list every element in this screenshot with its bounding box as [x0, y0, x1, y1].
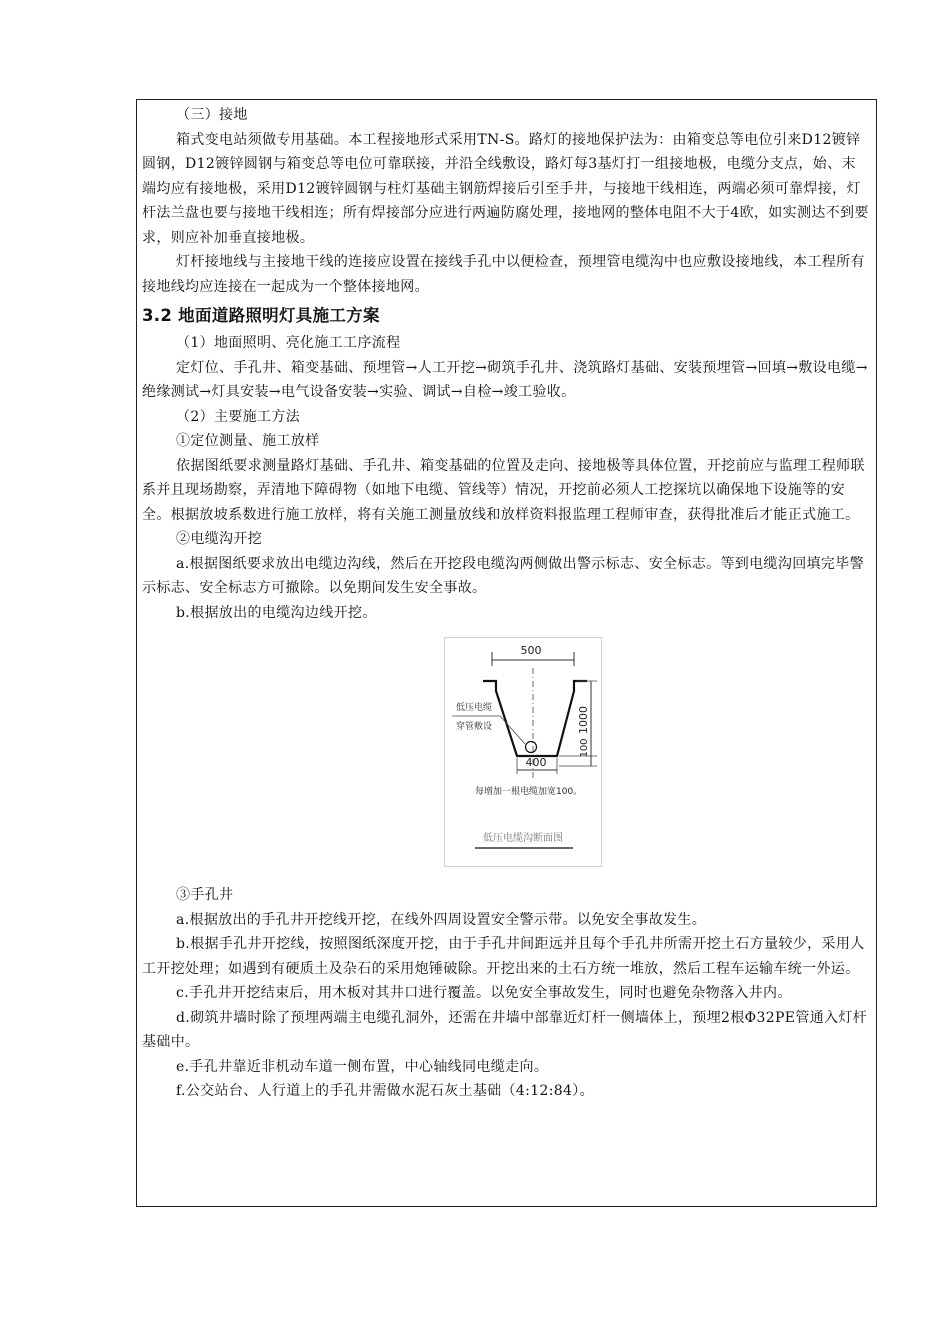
trench-item-a: a.根据图纸要求放出电缆边沟线，然后在开挖段电缆沟两侧做出警示标志、安全标志。等到电缆沟回填完毕警示标志、安全标志方可撤除。以免期间发生安全事故。 [142, 555, 864, 596]
label-line-1: 低压电缆 [456, 703, 493, 713]
cable-pipe-icon [526, 742, 537, 753]
dim-bottom-label: 400 [525, 756, 547, 769]
grounding-title: （三）接地 [176, 107, 248, 123]
grounding-paragraph-1: 箱式变电站须做专用基础。本工程接地形式采用TN-S。路灯的接地保护法为：由箱变总等电位引来D12镀锌圆钢，D12镀锌圆钢与箱变总等电位可靠联接，并沿全线敷设，路灯每3基灯打一组接地极，电缆分支点，始、末端均应有接地极，采用D12镀锌圆钢与柱灯基础主钢筋焊接后引至手井，与接地干线相连，两端必须可靠焊接，灯杆法兰盘也要与接地干线相连；所有焊接部分应进行两遍防腐处理，接地网的整体电阻不大于4欧，如实测达不到要求，则应补加垂直接地极。 [142, 131, 869, 246]
grounding-paragraph-2: 灯杆接地线与主接地干线的连接应设置在接线手孔中以便检查，预埋管电缆沟中也应敷设接地线，本工程所有接地线均应连接在一起成为一个整体接地网。 [142, 254, 865, 295]
hole-item-b: b.根据手孔井开挖线，按照图纸深度开挖，由于手孔井间距远并且每个手孔井所需开挖土石方量较少，采用人工开挖处理；如遇到有硬质土及杂石的采用炮锤破除。开挖出来的土石方统一堆放，然后工程车运输车统一外运。 [142, 936, 865, 977]
figure-area [142, 625, 870, 883]
hole-item-e: e.手孔井靠近非机动车道一侧布置，中心轴线同电缆走向。 [176, 1058, 549, 1075]
cable-trench-figure [444, 637, 602, 867]
trench-title: ②电缆沟开挖 [176, 531, 263, 547]
flow-paragraph: 定灯位、手孔井、箱变基础、预埋管→人工开挖→砌筑手孔井、浇筑路灯基础、安装预埋管→回填→敷设电缆→绝缘测试→灯具安装→电气设备安装→实验、调试→自检→竣工验收。 [142, 359, 868, 400]
dim-top-label: 500 [520, 644, 542, 657]
hole-item-d: d.砌筑井墙时除了预埋两端主电缆孔洞外，还需在井墙中部靠近灯杆一侧墙体上，预埋2根Φ32PE管通入灯杆基础中。 [142, 1009, 868, 1050]
trench-section-drawing [445, 638, 601, 866]
flow-title: （1）地面照明、亮化施工工序流程 [176, 335, 401, 351]
hole-item-a: a.根据放出的手孔井开挖线开挖，在线外四周设置安全警示带。以免安全事故发生。 [176, 911, 707, 928]
survey-paragraph: 依据图纸要求测量路灯基础、手孔井、箱变基础的位置及走向、接地极等具体位置，开挖前应与监理工程师联系并且现场勘察，弄清地下障碍物（如地下电缆、管线等）情况，开挖前必须人工挖探坑以确保地下设施等的安全。根据放坡系数进行施工放样，将有关施工测量放线和放样资料报监理工程师审查，获得批准后才能正式施工。 [142, 457, 865, 523]
hole-item-f: f.公交站台、人行道上的手孔井需做水泥石灰土基础（4:12:84）。 [176, 1083, 595, 1099]
document-content [142, 103, 870, 1104]
method-title: （2）主要施工方法 [176, 408, 301, 425]
hole-item-c: c.手孔井开挖结束后，用木板对其井口进行覆盖。以免安全事故发生，同时也避免杂物落入井内。 [176, 985, 792, 1001]
survey-title: ①定位测量、施工放样 [176, 433, 320, 449]
dim-depth-label: 1000 [577, 706, 590, 734]
figure-note: 每增加一根电缆加宽100。 [475, 787, 583, 797]
section-heading: 3.2 地面道路照明灯具施工方案 [142, 306, 380, 325]
hole-title: ③手孔井 [176, 887, 234, 903]
trench-item-b: b.根据放出的电缆沟边线开挖。 [176, 604, 377, 621]
trench-profile [483, 681, 587, 756]
figure-caption: 低压电缆沟断面图 [483, 833, 563, 844]
label-line-2: 穿管敷设 [456, 722, 493, 732]
dim-bottom-depth-label: 100 [579, 738, 590, 758]
